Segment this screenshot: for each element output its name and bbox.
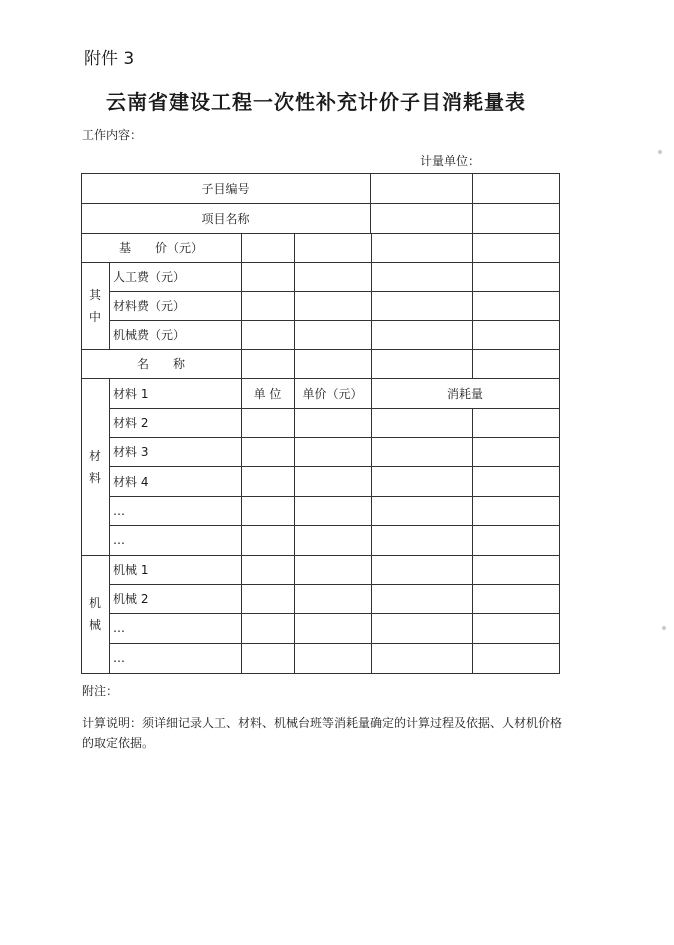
machine-row-label: 机械 1: [113, 563, 149, 577]
unit-column-header: 单 位: [253, 386, 282, 401]
machine-row-label: …: [113, 621, 125, 635]
table-column-line: [241, 233, 242, 673]
machine-cost-label: 机械费（元）: [113, 328, 186, 342]
table-column-line: [370, 173, 371, 233]
table-row-line: [81, 673, 560, 674]
table-column-line: [371, 233, 372, 378]
page-title: 云南省建设工程一次性补充计价子目消耗量表: [106, 90, 526, 114]
of-which-char-1: 其: [88, 287, 101, 302]
machines-char-1: 机: [88, 596, 101, 610]
item-name-label: 项目名称: [201, 211, 250, 226]
note-label: 附注：: [82, 684, 119, 698]
price-column-header: 单价（元）: [302, 386, 363, 401]
sub-item-number-label: 子目编号: [201, 181, 250, 196]
material-row-label: 材料 2: [113, 416, 149, 430]
name-label: 名 称: [136, 357, 185, 371]
material-cost-label: 材料费（元）: [113, 299, 186, 313]
material-row-label: 材料 4: [113, 474, 149, 489]
base-price-label: 基 价（元）: [118, 241, 203, 255]
table-column-line: [294, 233, 295, 378]
work-content-label: 工作内容：: [82, 128, 143, 142]
table-column-line: [472, 173, 473, 378]
calculation-note: 计算说明：须详细记录人工、材料、机械台班等消耗量确定的计算过程及依据、人材机价格的取定依据。: [82, 716, 563, 750]
of-which-label: [81, 262, 109, 349]
materials-group-label: [81, 378, 109, 555]
table-column-line: [472, 408, 473, 673]
material-row-label: …: [113, 533, 125, 547]
machine-row-label: …: [113, 651, 125, 665]
table-column-line: [559, 173, 560, 673]
unit-label: 计量单位：: [420, 154, 481, 168]
table-column-line: [294, 378, 295, 673]
machine-row-label: 机械 2: [113, 592, 149, 606]
attachment-label: 附件 3: [84, 49, 135, 69]
scan-speck: [662, 626, 666, 630]
materials-char-2: 料: [88, 470, 101, 485]
scan-speck: [658, 150, 662, 154]
labor-cost-label: 人工费（元）: [113, 270, 186, 284]
materials-char-1: 材: [88, 448, 101, 463]
material-row-label: 材料 1: [113, 386, 149, 401]
of-which-char-2: 中: [88, 309, 101, 324]
machines-char-2: 械: [88, 618, 101, 632]
consumption-column-header: 消耗量: [446, 386, 483, 401]
table-column-line: [371, 378, 372, 673]
material-row-label: …: [113, 503, 125, 518]
machines-group-label: [81, 555, 109, 673]
material-row-label: 材料 3: [113, 445, 149, 459]
